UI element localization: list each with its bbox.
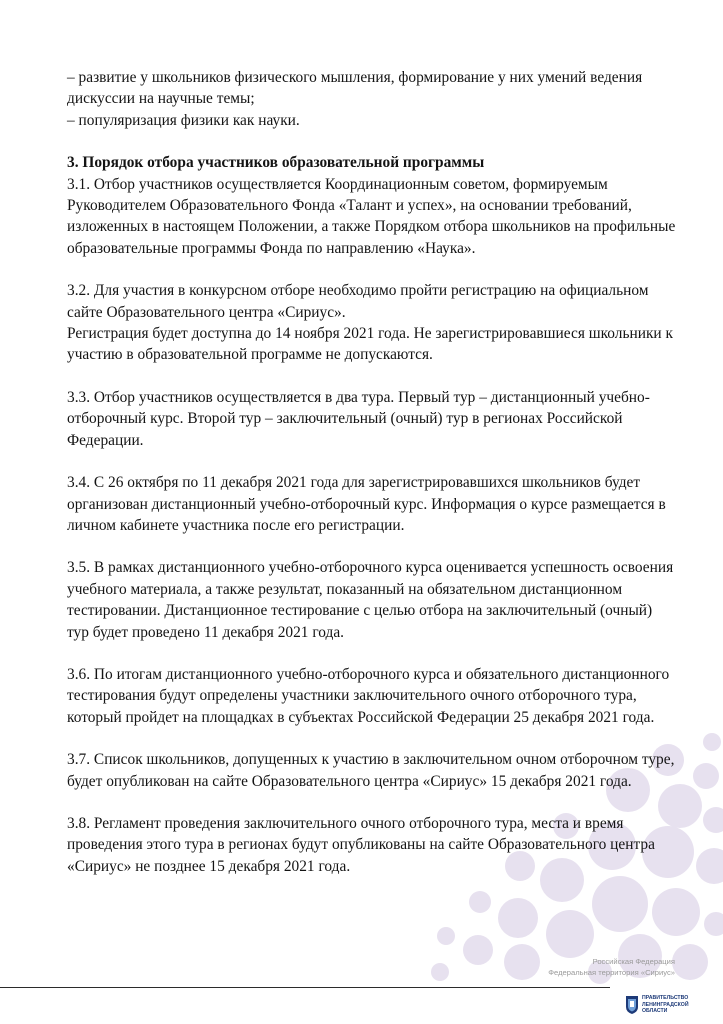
section-heading: 3. Порядок отбора участников образовательной программы [67,154,485,172]
document-body [67,67,677,877]
paragraph-3-6: 3.6. По итогам дистанционного учебно-отборочного курса и обязательного дистанционного тестирования будут определены участники заключительного очного отборочного тура, который пройдет на площадках в субъектах Российской Федерации 25 декабря 2021 года. [67,665,670,726]
paragraph-3-4: 3.4. С 26 октября по 11 декабря 2021 года для зарегистрировавшихся школьников будет организован дистанционный учебно-отборочный курс. Информация о курсе размещается в личном кабинете участника после его регистрации. [67,474,666,534]
footer-caption [548,956,675,978]
footer-divider [0,987,610,988]
footer-line-territory: Федеральная территория «Сириус» [548,968,675,977]
intro-bullet: – популяризация физики как науки. [67,111,300,129]
paragraph-3-2-registration: Регистрация будет доступна до 14 ноября 2021 года. Не зарегистрировавшиеся школьники к участию в образовательной программе не допускаются. [67,325,673,364]
paragraph-3-8: 3.8. Регламент проведения заключительного очного отборочного тура, места и время проведения этого тура в регионах будут опубликованы на сайте Образовательного центра «Сириус» не позднее 15 декабря 2021 года. [67,814,655,875]
paragraph-3-5: 3.5. В рамках дистанционного учебно-отборочного курса оценивается успешность освоения учебного материала, а также результат, показанный на обязательном дистанционном тестировании. Дистанционное тестирование с целью отбора на заключительный (очный) тур будет проведено 11 декабря 2021 года. [67,559,674,641]
intro-bullet: – развитие у школьников физического мышления, формирование у них умений ведения дискуссии на научные темы; [67,69,643,108]
government-logo-text [642,995,716,1015]
logo-text-line: ОБЛАСТИ [642,1008,668,1015]
government-logo [625,993,715,1019]
footer-line-country: Российская Федерация [592,957,675,966]
logo-text-line: ЛЕНИНГРАДСКОЙ [642,1001,689,1008]
paragraph-3-1: 3.1. Отбор участников осуществляется Координационным советом, формируемым Руководителем Образовательного Фонда «Талант и успех», на основании требований, изложенных в настоящем Положении, а также Порядком отбора школьников на профильные образовательные программы Фонда по направлению «Наука». [67,175,676,257]
paragraph-3-7: 3.7. Список школьников, допущенных к участию в заключительном очном отборочном туре, будет опубликован на сайте Образовательного центра «Сириус» 15 декабря 2021 года. [67,751,675,790]
logo-text-line: ПРАВИТЕЛЬСТВО [642,995,689,1001]
paragraph-3-2: 3.2. Для участия в конкурсном отборе необходимо пройти регистрацию на официальном сайте Образовательного центра «Сириус». [67,282,649,321]
coat-of-arms-icon [625,995,639,1015]
paragraph-3-3: 3.3. Отбор участников осуществляется в два тура. Первый тур – дистанционный учебно-отборочный курс. Второй тур – заключительный (очный) тур в регионах Российской Федерации. [67,388,650,449]
